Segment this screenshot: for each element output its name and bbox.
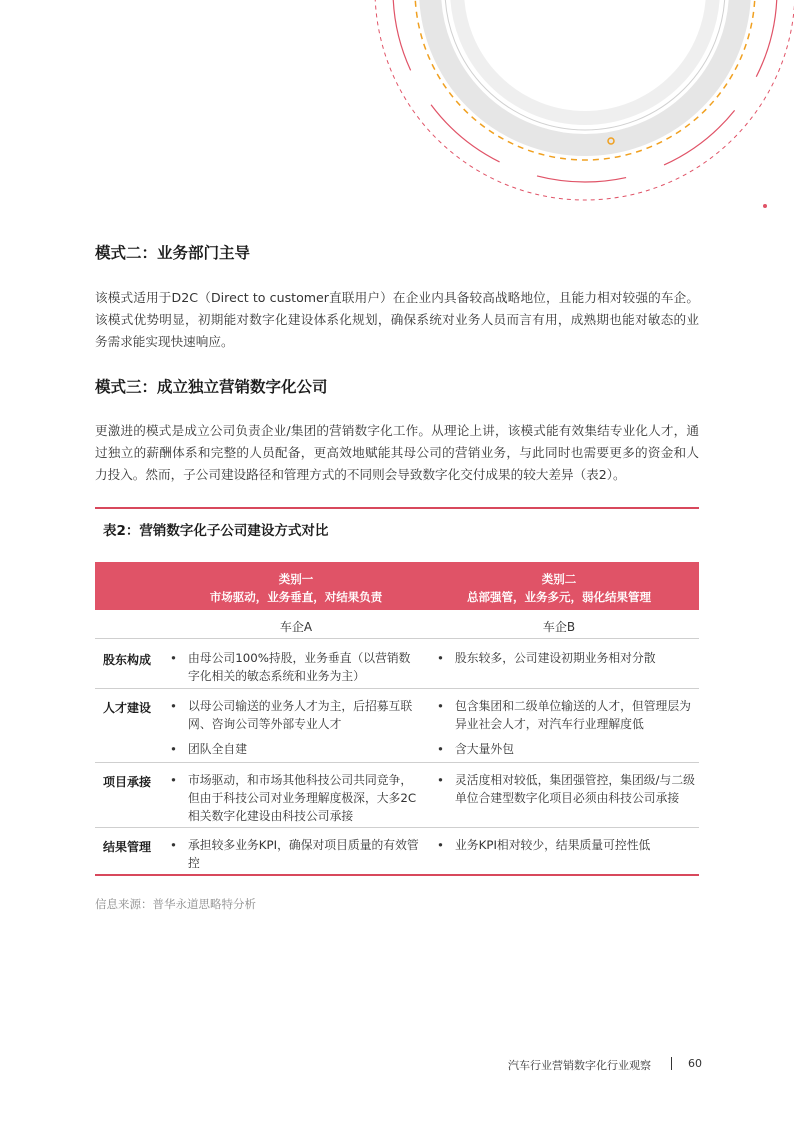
divider (95, 762, 699, 763)
divider (95, 638, 699, 639)
subheader-car-a: 车企A (279, 620, 313, 634)
divider (95, 827, 699, 828)
section2-paragraph: 该模式适用于D2C（Direct to customer直联用户）在企业内具备较高战略地位，且能力相对较强的车企。该模式优势明显，初期能对数字化建设体系化规划，确保系统对业务人员而言有用，成熟期也能对敏态的业务需求能实现快速响应。 (95, 290, 699, 349)
divider (95, 688, 699, 689)
row-label-talent: 人才建设 (103, 701, 152, 715)
source-note: 信息来源：普华永道思略特分析 (95, 897, 256, 911)
section2-heading: 模式二：业务部门主导 (95, 244, 251, 262)
header-col-2 (408, 562, 710, 610)
row-label-projects: 项目承接 (103, 775, 152, 789)
list-item: • 以母公司输送的业务人才为主，后招募互联网、咨询公司等外部专业人才 (170, 697, 420, 733)
header-col-2-line1: 类别二 (541, 572, 577, 586)
footer-title: 汽车行业营销数字化行业观察 (508, 1059, 651, 1072)
ring-red-dot (763, 204, 767, 208)
list-item: • 由母公司100%持股，业务垂直（以营销数字化相关的敏态系统和业务为主） (170, 649, 420, 685)
header-col-1-line2: 市场驱动，业务垂直，对结果负责 (209, 590, 383, 604)
row-4-col-a (170, 836, 420, 872)
table-bottom-rule (95, 874, 699, 876)
header-col-1-line1: 类别一 (278, 572, 314, 586)
table-top-rule (95, 507, 699, 509)
section3-paragraph: 更激进的模式是成立公司负责企业/集团的营销数字化工作。从理论上讲，该模式能有效集结专业化人才，通过独立的薪酬体系和完整的人员配备，更高效地赋能其母公司的营销业务，与此同时也需要更多的资金和人力投入。然而，子公司建设路径和管理方式的不同则会导致数字化交付成果的较大差异（表2）。 (95, 423, 699, 482)
list-item: • 含大量外包 (437, 740, 699, 758)
subheader-car-b: 车企B (542, 620, 576, 634)
row-1-col-b (437, 649, 699, 667)
row-3-col-b (437, 771, 699, 807)
ring-gray-inner (457, 0, 713, 118)
row-4-col-b (437, 836, 699, 854)
list-item: • 承担较多业务KPI，确保对项目质量的有效管控 (170, 836, 420, 872)
section3-heading: 模式三：成立独立营销数字化公司 (95, 378, 328, 396)
header-col-1 (145, 562, 447, 610)
row-1-col-a (170, 649, 420, 685)
row-2-col-b (437, 697, 699, 758)
list-item: • 灵活度相对较低，集团强管控，集团级/与二级单位合建型数字化项目必须由科技公司承接 (437, 771, 699, 807)
list-item: • 市场驱动，和市场其他科技公司共同竞争，但由于科技公司对业务理解度极深，大多2C相关数字化建设由科技公司承接 (170, 771, 420, 825)
row-3-col-a (170, 771, 420, 825)
table-title: 表2：营销数字化子公司建设方式对比 (103, 523, 329, 539)
decorative-rings (0, 0, 794, 240)
list-item: • 团队全自建 (170, 740, 420, 758)
row-label-shareholders: 股东构成 (103, 653, 152, 667)
table-header (95, 562, 699, 610)
row-label-results: 结果管理 (103, 840, 152, 854)
header-col-2-line2: 总部强管，业务多元，弱化结果管理 (467, 590, 651, 604)
list-item: • 股东较多，公司建设初期业务相对分散 (437, 649, 699, 667)
list-item: • 包含集团和二级单位输送的人才，但管理层为异业社会人才，对汽车行业理解度低 (437, 697, 699, 733)
footer-page-number: 60 (688, 1057, 702, 1070)
list-item: • 业务KPI相对较少，结果质量可控性低 (437, 836, 699, 854)
footer-separator (671, 1057, 672, 1070)
row-2-col-a (170, 697, 420, 758)
